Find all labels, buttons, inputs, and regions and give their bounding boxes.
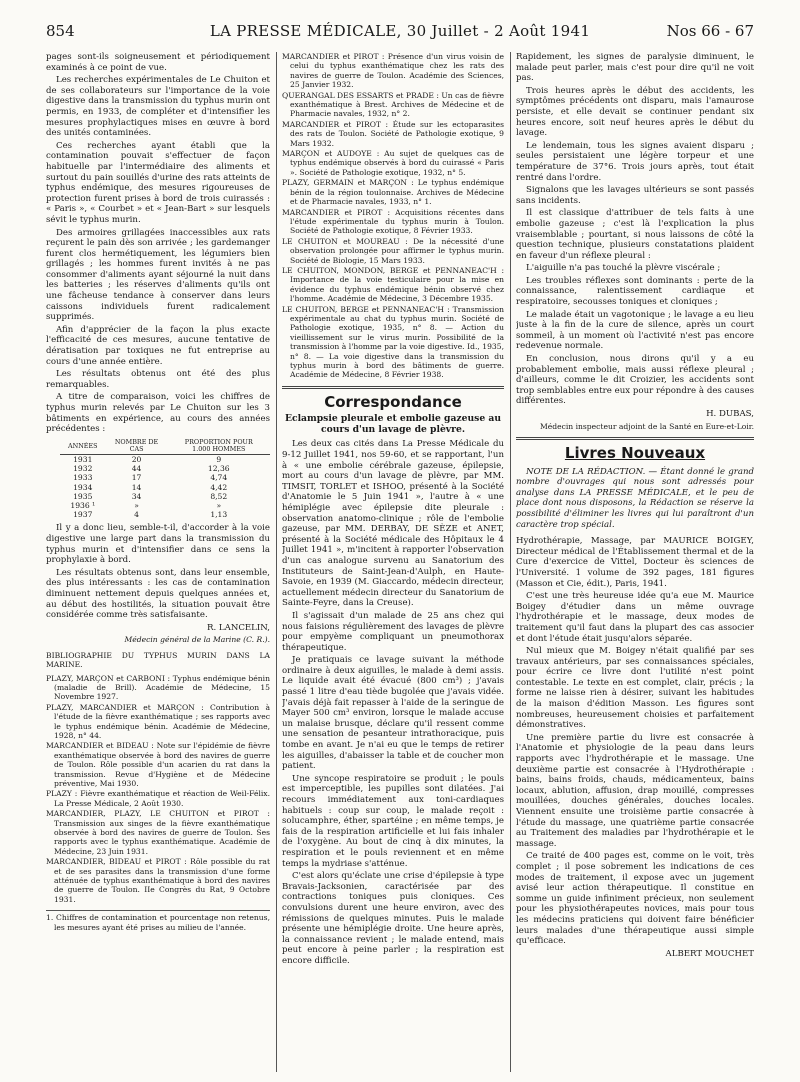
book-review-signature: ALBERT MOUCHET — [665, 948, 754, 959]
column-1 — [46, 52, 270, 1072]
table-cell: 17 — [131, 473, 142, 483]
table-cell: 1935 — [73, 491, 93, 501]
journal-title: LA PRESSE MÉDICALE, 30 Juillet - 2 Août 1941 — [209, 22, 591, 40]
bibliography-entry: MARÇON et AUDOYE : Au sujet de quelques cas de typhus endémique observés à bord du cuirassé « Paris ». Société de Pathologie exotique, 1932, n° 5. — [282, 149, 504, 177]
book-heading: Hydrothérapie, Massage, par MAURICE BOIGEY, Directeur médical de l'Établissement thermal et de la Cure d'exercice de Vittel, Docteur ès sciences de l'Université. 1 volume de 392 pages, 181 figures (Masson et Cie, édit.), Paris, 1941. — [516, 536, 754, 589]
column-divider — [510, 52, 511, 1072]
signature-title: Médecin général de la Marine (C. R.). — [124, 635, 270, 645]
table-cell: 1937 — [73, 510, 93, 520]
paragraph: C'est alors qu'éclate une crise d'épilepsie à type Bravais-Jacksonien, caractérisée par des contractions toniques puis cloniques. Ces convulsions durent une heure environ, avec des rémissions de quelques minutes. Puis le malade présente une hémiplégie droite. Une heure après, la connaissance revient ; le malade entend, mais peut encore à peine parler ; la respiration est encore difficile. — [282, 871, 504, 966]
paragraph: Des armoires grillagées inaccessibles aux rats reçurent le pain dès son arrivée ; les gardemanger furent clos hermétiquement, les légumiers bien grillagés ; les hommes furent invités à ne pas consommer d'aliments ayant séjourné la nuit dans les batteries ; les réserves d'aliments qu'ils ont une fâcheuse tendance à conserver dans leurs caissons individuels furent radicalement supprimés. — [46, 227, 270, 323]
table-cell: 34 — [131, 491, 142, 501]
section-title-livres: Livres Nouveaux — [564, 444, 706, 462]
paragraph: pages sont-ils soigneusement et périodiquement examinés à ce point de vue. — [46, 52, 270, 73]
paragraph: Afin d'apprécier de la façon la plus exacte l'efficacité de ces mesures, aucune tentative de dératisation par toxiques ne fut entreprise au cours d'une année entière. — [46, 324, 270, 367]
table-cell: 4,74 — [210, 473, 228, 483]
table-cell: 1931 — [73, 454, 93, 464]
table-cell: 1,13 — [210, 510, 228, 520]
bibliography-entry: LE CHUITON, BERGE et PENNANEAC'H : Transmission expérimentale au chat du typhus murin. Société de Pathologie exotique, 1935, n° 8. — Action du vieillissement sur le virus murin. Possibilité de la transmission à l'homme par la voie digestive. Id., 1935, n° 8. — La voie digestive dans la transmission du typhus murin à bord des bâtiments de guerre. Académie de Médecine, 8 Février 1938. — [282, 304, 504, 380]
table-cell: 1934 — [73, 482, 93, 492]
table-cell: 9 — [216, 454, 222, 464]
section-rule — [516, 437, 754, 440]
bibliography-entry: MARCANDIER et PIROT : Présence d'un virus voisin de celui du typhus exanthématique chez les rats des navires de guerre de Toulon. Académie des Sciences, 25 Janvier 1932. — [282, 52, 504, 90]
paragraph: Le malade était un vagotonique ; le lavage a eu lieu juste à la fin de la cure de silence, après un court sommeil, à un moment où l'activité n'est pas encore redevenue normale. — [516, 309, 754, 352]
footnote — [46, 910, 270, 932]
paragraph: Trois heures après le début des accidents, les symptômes précédents ont disparu, mais l'amaurose persiste, et elle devait se continuer pendant six heures encore, soit neuf heures après le début du lavage. — [516, 85, 754, 139]
column-divider — [276, 52, 277, 1072]
table-row — [60, 464, 270, 473]
bibliography-entry: PLAZY, MARÇON et CARBONI : Typhus endémique bénin (maladie de Brill). Académie de Médecine, 15 Novembre 1927. — [46, 673, 270, 702]
table-cell: 1936 ¹ — [70, 500, 96, 510]
table-cell: 20 — [131, 454, 142, 464]
bibliography-entry: MARCANDIER et PIROT : Acquisitions récentes dans l'étude expérimentale du typhus murin à Toulon. Société de Pathologie exotique, 8 Février 1933. — [282, 207, 504, 236]
table-header: ANNÉES — [60, 439, 106, 455]
bibliography-entry: MARCANDIER, BIDEAU et PIROT : Rôle possible du rat et de ses parasites dans la transmission d'une forme atténuée de typhus exanthématique à bord des navires de guerre de Toulon. IIe Congrès du Rat, 9 Octobre 1931. — [46, 857, 270, 904]
table-cell: 14 — [131, 482, 142, 492]
paragraph: Il s'agissait d'un malade de 25 ans chez qui nous faisions régulièrement des lavages de plèvre pour empyème compliquant un pneumothorax thérapeutique. — [282, 610, 504, 653]
paragraph: Les troubles réflexes sont dominants : perte de la connaissance, ralentissement cardiaque et respiratoire, secousses toniques et cloniques ; — [516, 275, 754, 308]
paragraph: Il y a donc lieu, semble-t-il, d'accorder à la voie digestive une large part dans la transmission du typhus murin et d'intensifier dans ce sens la prophylaxie à bord. — [46, 523, 270, 566]
bibliography-continued — [282, 52, 504, 380]
bibliography-entry: QUERANGAL DES ESSARTS et PRADE : Un cas de fièvre exanthématique à Brest. Archives de Médecine et de Pharmacie navales, 1932, n° 2. — [282, 90, 504, 119]
signature-name: H. DUBAS, — [706, 409, 754, 419]
bibliography-title: BIBLIOGRAPHIE DU TYPHUS MURIN DANS LA MARINE. — [46, 650, 270, 670]
table-row — [60, 501, 270, 510]
table-cell: 4 — [134, 510, 139, 520]
table-cell: 12,36 — [207, 464, 230, 474]
paragraph: Les résultats obtenus sont, dans leur ensemble, des plus intéressants : les cas de contamination diminuent nettement depuis quelques années et, au début des hostilités, la situation pouvait être considérée comme très satisfaisante. — [46, 567, 270, 621]
table-cell: 1932 — [73, 464, 93, 474]
page-number: 854 — [46, 22, 75, 40]
bibliography-entry: PLAZY, GERMAIN et MARÇON : Le typhus endémique bénin de la région toulonnaise. Archives de Médecine et de Pharmacie navales, 1933, n° 1. — [282, 178, 504, 207]
table-row — [60, 454, 270, 464]
bibliography-entry: LE CHUITON et MOUREAU : De la nécessité d'une observation prolongée pour affirmer le typhus murin. Société de Biologie, 15 Mars 1933. — [282, 236, 504, 265]
bibliography-entry: MARCANDIER et BIDEAU : Note sur l'épidémie de fièvre exanthématique observée à bord des navires de guerre de Toulon. Rôle possible d'un acarien du rat dans la transmission. Revue d'Hygiène et de Médecine préventive, Mai 1930. — [46, 741, 270, 789]
editorial-note: NOTE DE LA RÉDACTION. — Étant donné le grand nombre d'ouvrages qui nous sont adressés pour analyse dans LA PRESSE MÉDICALE, et le peu de place dont nous disposons, la Rédaction se réserve la possibilité d'éliminer les livres qui lui paraîtront d'un caractère trop spécial. — [516, 466, 754, 530]
table-cell: 8,52 — [210, 491, 228, 501]
column-3 — [516, 52, 754, 1072]
paragraph: A titre de comparaison, voici les chiffres de typhus murin relevés par Le Chuiton sur les 3 bâtiments en expérience, au cours des années précédentes : — [46, 392, 270, 435]
columns — [46, 52, 754, 1072]
paragraph: Les recherches expérimentales de Le Chuiton et de ses collaborateurs sur l'importance de la voie digestive dans la transmission du typhus murin ont permis, en 1933, de compléter et d'intensifier les mesures prophylactiques mises en œuvre à bord des unités contaminées. — [46, 75, 270, 139]
table-cell: » — [134, 500, 139, 510]
bibliography — [46, 651, 270, 905]
signature-name: R. LANCELIN, — [206, 622, 270, 633]
section-rule — [282, 386, 504, 389]
paragraph: Le lendemain, tous les signes avaient disparu ; seules persistaient une légère torpeur et une température de 37°6. Trois jours après, tout était rentré dans l'ordre. — [516, 140, 754, 183]
table-header: NOMBRE DE CAS — [106, 439, 168, 455]
paragraph: Les deux cas cités dans La Presse Médicale du 9-12 Juillet 1941, nos 59-60, et se rapportant, l'un à « une embolie cérébrale gazeuse, épilepsie, mort au cours d'un lavage de plèvre, par MM. TIMSIT, TORLET et ISHOO, présenté à la Société d'Anatomie le 5 Juin 1941 », l'autre à « une hémiplégie avec épilepsie dite pleurale : observation anatomo-clinique ; rôle de l'embolie gazeuse, par MM. DERBAY, DE SÈZE et ANET, présenté à la Société médicale des Hôpitaux le 4 Juillet 1941 », m'incitent à rapporter l'observation d'un cas analogue survenu au Sanatorium des Instituteurs de Saint-Jean-d'Aulph, en Haute-Savoie, en 1939 (M. Giaccardo, médecin directeur, actuellement médecin directeur du Sanatorium de Sainte-Feyre, dans la Creuse). — [282, 439, 504, 609]
paragraph: Je pratiquais ce lavage suivant la méthode ordinaire à deux aiguilles, le malade à demi assis. Le liquide avait été évacué (800 cm³) ; j'avais passé 1 litre d'eau tiède bugolée que j'avais vidée. J'avais déjà fait repasser à l'aide de la seringue de Mayer 500 cm³ environ, lorsque le malade accuse un malaise brusque, déclare qu'il ressent comme une sensation de pesanteur intrathoracique, puis tombe en avant. Je n'ai eu que le temps de retirer les aiguilles, d'abaisser la table et de coucher mon patient. — [282, 655, 504, 772]
typhus-stats-table — [60, 439, 270, 520]
table-row — [60, 492, 270, 501]
section-title-correspondance: Correspondance — [324, 392, 462, 411]
table-cell: 44 — [131, 464, 142, 474]
table-header: PROPORTION POUR 1.000 HOMMES — [168, 439, 270, 455]
bibliography-entry: MARCANDIER, PLAZY, LE CHUITON et PIROT : Transmission aux singes de la fièvre exanthématique observée à bord des navires de guerre de Toulon. Ses rapports avec le typhus exanthématique. Académie de Médecine, 23 Juin 1931. — [46, 809, 270, 856]
table-cell: » — [216, 500, 222, 510]
signature-title: Médecin inspecteur adjoint de la Santé en Eure-et-Loir. — [539, 421, 754, 431]
paragraph: Les résultats obtenus ont été des plus remarquables. — [46, 369, 270, 390]
paragraph: Signalons que les lavages ultérieurs se sont passés sans incidents. — [516, 185, 754, 206]
paragraph: Ce traité de 400 pages est, comme on le voit, très complet ; il pose sobrement les indications de ces modes de traitement, il expose avec un jugement avisé leur action thérapeutique. Il constitue en somme un guide infiniment précieux, non seulement pour les physiothérapeutes novices, mais pour tous les médecins praticiens qui doivent faire bénéficier leurs malades d'une thérapeutique aussi simple qu'efficace. — [516, 851, 754, 947]
bibliography-entry: MARCANDIER et PIROT : Étude sur les ectoparasites des rats de Toulon. Société de Pathologie exotique, 9 Mars 1932. — [282, 119, 504, 148]
article-title: Eclampsie pleurale et embolie gazeuse au cours d'un lavage de plèvre. — [284, 413, 502, 436]
paragraph: Une syncope respiratoire se produit ; le pouls est imperceptible, les pupilles sont dilatées. J'ai recours immédiatement aux toni-cardiaques habituels : coup sur coup, le malade reçoit : solucamphre, éther, spartéine ; en même temps, je fais de la respiration artificielle et lui fais inhaler de l'oxygène. Au bout de cinq à dix minutes, la respiration et le pouls reviennent et en même temps la mydriase s'atténue. — [282, 773, 504, 869]
bibliography-entry: LE CHUITON, MONDON, BERGE et PENNANEAC'H : Importance de la voie testiculaire pour la mise en évidence du typhus endémique bénin observé chez l'homme. Académie de Médecine, 3 Décembre 1935. — [282, 265, 504, 304]
table-cell: 1933 — [73, 473, 93, 483]
table-row — [60, 510, 270, 519]
footnote-text: 1. Chiffres de contamination et pourcentage non retenus, les mesures ayant été prises au milieu de l'année. — [46, 913, 270, 932]
paragraph: C'est une très heureuse idée qu'a eue M. Maurice Boigey d'étudier dans un même ouvrage l'hydrothérapie et le massage, deux modes de traitement qu'il faut dans la plupart des cas associer et dont l'étude était jusqu'alors séparée. — [516, 591, 754, 644]
paragraph: Il est classique d'attribuer de tels faits à une embolie gazeuse ; c'est là l'explication la plus vraisemblable ; pourtant, si nous laissons de côté la question technique, plusieurs constatations plaident en faveur d'un réflexe pleural : — [516, 208, 754, 261]
paragraph: L'aiguille n'a pas touché la plèvre viscérale ; — [526, 263, 721, 274]
paragraph: Ces recherches ayant établi que la contamination pouvait s'effectuer de façon habituelle par l'intermédiaire des aliments et surtout du pain souillés d'urine des rats atteints de typhus endémique, des mesures rigoureuses de protection furent prises à bord de trois cuirassés : « Paris », « Courbet » et « Jean-Bart » sur lesquels sévit le typhus murin. — [46, 140, 270, 225]
issue-number: Nos 66 - 67 — [666, 22, 754, 40]
table-cell: 4,42 — [210, 482, 228, 492]
table-row — [60, 483, 270, 492]
table-row — [60, 473, 270, 482]
paragraph: En conclusion, nous dirons qu'il y a eu probablement embolie, mais aussi réflexe pleural ; d'ailleurs, comme le dit Croizier, les accidents sont trop semblables entre eux pour répondre à des causes différentes. — [516, 354, 754, 407]
page-header — [46, 22, 754, 44]
bibliography-entry: PLAZY : Fièvre exanthématique et réaction de Weil-Félix. La Presse Médicale, 2 Août 1930. — [46, 789, 270, 808]
column-2 — [282, 52, 504, 1072]
paragraph: Rapidement, les signes de paralysie diminuent, le malade peut parler, mais c'est pour dire qu'il ne voit pas. — [516, 52, 754, 84]
paragraph: Nul mieux que M. Boigey n'était qualifié par ses travaux antérieurs, par ses connaissances spéciales, pour écrire ce livre dont l'utilité n'est point contestable. Le texte en est complet, clair, précis ; la forme ne laisse rien à désirer, suivant les habitudes de la maison d'édition Masson. Les figures sont nombreuses, heureusement choisies et parfaitement démonstratives. — [516, 646, 754, 731]
paragraph: Une première partie du livre est consacrée à l'Anatomie et physiologie de la peau dans leurs rapports avec l'hydrothérapie et le massage. Une deuxième partie est consacrée à l'Hydrothérapie : bains, bains froids, chauds, médicamenteux, bains locaux, ablution, affusion, drap mouillé, compresses mouillées, douches générales, douches locales. Viennent ensuite une troisième partie consacrée à l'étude du massage, une quatrième partie consacrée au Traitement des maladies par l'hydrothérapie et le massage. — [516, 732, 754, 849]
bibliography-entry: PLAZY, MARCANDIER et MARÇON : Contribution à l'étude de la fièvre exanthématique ; ses rapports avec le typhus endémique bénin. Académie de Médecine, 1928, n° 44. — [46, 702, 270, 740]
